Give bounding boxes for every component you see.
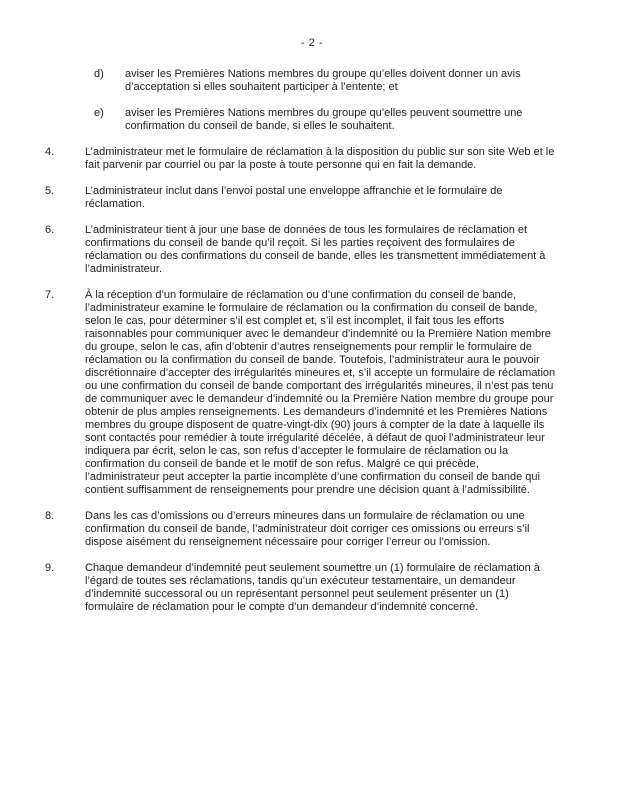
list-item-6 — [0, 224, 624, 276]
list-item-text: Dans les cas d’omissions ou d’erreurs mineures dans un formulaire de réclamation ou une confirmation du conseil de bande, l’administrateur doit corriger ces omissions ou erreurs s’il dispose aisément du renseignement nécessaire pour corriger l’erreur ou l’omission. — [85, 510, 530, 548]
document-body — [0, 68, 624, 614]
list-item-8 — [0, 510, 624, 549]
list-item-5 — [0, 185, 624, 211]
list-item-marker: 4. — [45, 146, 55, 158]
list-item-text: L’administrateur met le formulaire de réclamation à la disposition du public sur son site Web et le fait parvenir par courriel ou par la poste à toute personne qui en fait la demande. — [85, 146, 555, 171]
list-item-marker: 7. — [45, 289, 55, 301]
list-item-e — [0, 107, 624, 133]
list-item-marker: 6. — [45, 224, 55, 236]
list-item-marker: 5. — [45, 185, 55, 197]
page-number: - 2 - — [300, 37, 324, 49]
list-item-text: aviser les Premières Nations membres du groupe qu’elles peuvent soumettre une confirmation du conseil de bande, si elles le souhaitent. — [125, 107, 523, 132]
list-item-4 — [0, 146, 624, 172]
list-item-text: L’administrateur inclut dans l’envoi postal une enveloppe affranchie et le formulaire de réclamation. — [85, 185, 503, 210]
list-item-7 — [0, 289, 624, 497]
list-item-marker: d) — [94, 68, 104, 80]
list-item-text: À la réception d’un formulaire de réclamation ou d’une confirmation du conseil de bande, l’administrateur examine le formulaire de réclamation ou la confirmation du conseil de bande, selon le cas, pour déterminer s’il est complet et, s’il est incomplet, il fait tous les efforts raisonnables pour communiquer avec le demandeur d’indemnité ou la Première Nation membre du groupe, selon le cas, afin d’obtenir d’autres renseignements pour remplir le formulaire de réclamation ou la confirmation du conseil de bande. Toutefois, l’administrateur aura le pouvoir discrétionnaire d’accepter des irrégularités mineures et, s’il accepte un formulaire de réclamation ou une confirmation du conseil de bande comportant des irrégularités mineures, il n’est pas tenu de communiquer avec le demandeur d’indemnité ou la Première Nation membre du groupe pour obtenir de plus amples renseignements. Les demandeurs d’indemnité et les Premières Nations membres du groupe disposent de quatre-vingt-dix (90) jours à compter de la date à laquelle ils sont contactés pour remédier à toute irrégularité décelée, à défaut de quoi l’administrateur leur indiquera par écrit, selon le cas, son refus d’accepter le formulaire de réclamation ou la confirmation du conseil de bande et le motif de son refus. Malgré ce qui précède, l’administrateur peut accepter la partie incomplète d’une confirmation du conseil de bande qui contient suffisamment de renseignements pour prendre une décision quant à l’admissibilité. — [85, 289, 556, 496]
list-item-d — [0, 68, 624, 94]
list-item-text: L’administrateur tient à jour une base de données de tous les formulaires de réclamation et confirmations du conseil de bande qu’il reçoit. Si les parties reçoivent des formulaires de réclamation ou des confirmations du conseil de bande, elles les transmettent immédiatement à l’administrateur. — [85, 224, 546, 275]
list-item-marker: e) — [94, 107, 104, 119]
list-item-marker: 8. — [45, 510, 55, 522]
list-item-marker: 9. — [45, 562, 55, 574]
list-item-text: aviser les Premières Nations membres du groupe qu’elles doivent donner un avis d’acceptation si elles souhaitent participer à l’entente; et — [125, 68, 521, 93]
list-item-9 — [0, 562, 624, 614]
list-item-text: Chaque demandeur d’indemnité peut seulement soumettre un (1) formulaire de réclamation à l’égard de toutes ses réclamations, tandis qu’un exécuteur testamentaire, un demandeur d’indemnité successoral ou un représentant personnel peut seulement présenter un (1) formulaire de réclamation pour le compte d’un demandeur d’indemnité concerné. — [85, 562, 540, 613]
